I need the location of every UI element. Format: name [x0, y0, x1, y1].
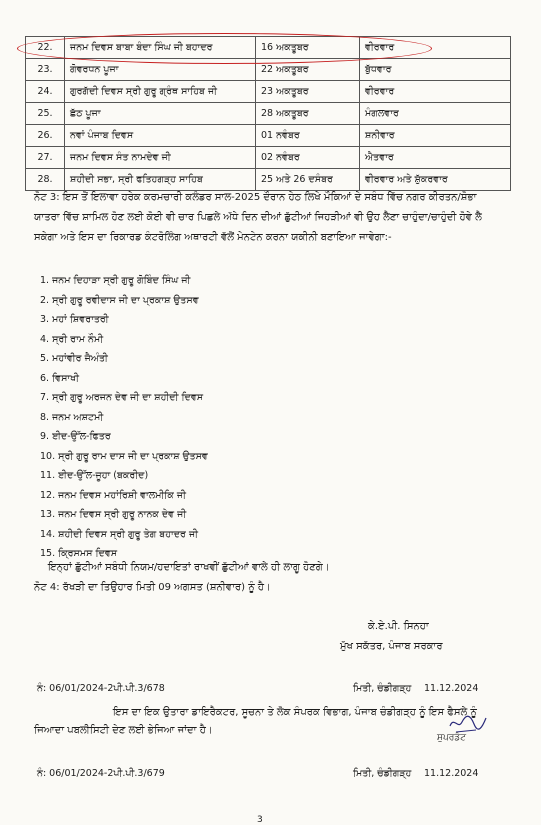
table-row	[26, 37, 511, 59]
table-row	[26, 125, 511, 147]
holiday-date-cell: 25 ਅਤੇ 26 ਦਸੰਬਰ	[256, 169, 360, 191]
list-item: 3. ਮਹਾਂ ਸ਼ਿਵਰਾਤਰੀ	[40, 314, 109, 325]
table-row	[26, 103, 511, 125]
note-4-line: ਨੋਟ 4: ਰੱਖੜੀ ਦਾ ਤਿਉਹਾਰ ਮਿਤੀ 09 ਅਗਸਤ (ਸ਼ਨੀਵਾਰ) ਨੂੰ ਹੈ।	[34, 582, 271, 593]
weekday-cell: ਐਤਵਾਰ	[360, 147, 511, 169]
list-item: 4. ਸ੍ਰੀ ਰਾਮ ਨੌਮੀ	[40, 333, 104, 345]
row-number-cell: 28.	[26, 169, 65, 191]
endorsement-1-ref: ਨੰ: 06/01/2024-2ਪੀ.ਪੀ.3/678	[37, 683, 165, 694]
holiday-name-cell: ਛੱਠ ਪੂਜਾ	[65, 103, 256, 125]
page-number: 3	[257, 815, 263, 825]
weekday-cell: ਵੀਰਵਾਰ	[360, 81, 511, 103]
endorsement-2-place: ਮਿਤੀ, ਚੰਡੀਗੜ੍ਹ	[353, 768, 412, 779]
holiday-date-cell: 28 ਅਕਤੂਬਰ	[256, 103, 360, 125]
holiday-date-cell: 01 ਨਵੰਬਰ	[256, 125, 360, 147]
holiday-name-cell: ਸ਼ਹੀਦੀ ਸਭਾ, ਸ੍ਰੀ ਫਤਿਹਗੜ੍ਹ ਸਾਹਿਬ	[65, 169, 256, 191]
holiday-date-cell: 02 ਨਵੰਬਰ	[256, 147, 360, 169]
table-row	[26, 59, 511, 81]
forwarding-text: ਇਸ ਦਾ ਇਕ ਉਤਾਰਾ ਡਾਇਰੈਕਟਰ, ਸੂਚਨਾ ਤੇ ਲੋਕ ਸੰਪਰਕ ਵਿਭਾਗ, ਪੰਜਾਬ ਚੰਡੀਗੜ੍ਹ ਨੂੰ ਇਸ ਫੈਸਲੇ ਨੂੰ ਜਿਆਦਾ ਪਬਲੀਸਿਟੀ ਦੇਣ ਲਈ ਭੇਜਿਆ ਜਾਂਦਾ ਹੈ।	[34, 707, 477, 736]
list-item: 14. ਸ਼ਹੀਦੀ ਦਿਵਸ ਸ੍ਰੀ ਗੁਰੂ ਤੇਗ ਬਹਾਦਰ ਜੀ	[40, 528, 199, 540]
weekday-cell: ਵੀਰਵਾਰ	[360, 37, 511, 59]
row-number-cell: 23.	[26, 59, 65, 81]
list-item: 15. ਕ੍ਰਿਸਮਸ ਦਿਵਸ	[40, 548, 118, 559]
holiday-table	[25, 36, 511, 191]
superintendent-label: ਸੁਪਰਡੰਟ	[437, 733, 466, 743]
list-item: 7. ਸ੍ਰੀ ਗੁਰੂ ਅਰਜਨ ਦੇਵ ਜੀ ਦਾ ਸ਼ਹੀਦੀ ਦਿਵਸ	[40, 392, 204, 403]
list-item: 10. ਸ੍ਰੀ ਗੁਰੂ ਰਾਮ ਦਾਸ ਜੀ ਦਾ ਪ੍ਰਕਾਸ਼ ਉਤਸਵ	[40, 450, 208, 462]
holiday-name-cell: ਗੁਰਗੱਦੀ ਦਿਵਸ ਸ੍ਰੀ ਗੁਰੂ ਗ੍ਰੰਥ ਸਾਹਿਬ ਜੀ	[65, 81, 256, 103]
holiday-name-cell: ਜਨਮ ਦਿਵਸ ਸੰਤ ਨਾਮਦੇਵ ਜੀ	[65, 147, 256, 169]
row-number-cell: 22.	[26, 37, 65, 59]
list-item: 12. ਜਨਮ ਦਿਵਸ ਮਹਾਂਰਿਸ਼ੀ ਵਾਲਮੀਕਿ ਜੀ	[40, 489, 186, 501]
endorsement-1-date: 11.12.2024	[424, 683, 479, 694]
list-item: 11. ਈਦ-ਉੱਲ-ਜੂਹਾ (ਬਕਰੀਦ)	[40, 470, 149, 481]
procession-holiday-list	[40, 271, 470, 564]
endorsement-2-date: 11.12.2024	[424, 768, 479, 779]
holiday-date-cell: 16 ਅਕਤੂਬਰ	[256, 37, 360, 59]
row-number-cell: 25.	[26, 103, 65, 125]
list-item: 5. ਮਹਾਂਵੀਰ ਜੈਅੰਤੀ	[40, 353, 108, 364]
signatory-name: ਕੇ.ਏ.ਪੀ. ਸਿਨਹਾ	[368, 621, 429, 632]
list-item: 13. ਜਨਮ ਦਿਵਸ ਸ੍ਰੀ ਗੁਰੂ ਨਾਨਕ ਦੇਵ ਜੀ	[40, 509, 187, 520]
weekday-cell: ਬੁੱਧਵਾਰ	[360, 59, 511, 81]
table-row	[26, 147, 511, 169]
weekday-cell: ਮੰਗਲਵਾਰ	[360, 103, 511, 125]
row-number-cell: 27.	[26, 147, 65, 169]
list-item: 6. ਵਿਸਾਖੀ	[40, 372, 80, 384]
list-item: 1. ਜਨਮ ਦਿਹਾੜਾ ਸ੍ਰੀ ਗੁਰੂ ਗੋਬਿੰਦ ਸਿੰਘ ਜੀ	[40, 275, 191, 286]
weekday-cell: ਵੀਰਵਾਰ ਅਤੇ ਸ਼ੁੱਕਰਵਾਰ	[360, 169, 511, 191]
list-item: 9. ਈਦ-ਉੱਲ-ਫਿਤਰ	[40, 431, 111, 442]
holiday-date-cell: 23 ਅਕਤੂਬਰ	[256, 81, 360, 103]
list-item: 8. ਜਨਮ ਅਸ਼ਟਮੀ	[40, 411, 104, 423]
forwarding-paragraph	[34, 704, 504, 740]
holiday-name-cell: ਜਨਮ ਦਿਵਸ ਬਾਬਾ ਬੰਦਾ ਸਿੰਘ ਜੀ ਬਹਾਦਰ	[65, 37, 256, 59]
weekday-cell: ਸ਼ਨੀਵਾਰ	[360, 125, 511, 147]
holiday-name-cell: ਨਵਾਂ ਪੰਜਾਬ ਦਿਵਸ	[65, 125, 256, 147]
holiday-name-cell: ਗੋਵਰਧਨ ਪੂਜਾ	[65, 59, 256, 81]
rules-line: ਇਨ੍ਹਾਂ ਛੁੱਟੀਆਂ ਸਬੰਧੀ ਨਿਯਮ/ਹਦਾਇਤਾਂ ਰਾਖਵੀਂ ਛੁੱਟੀਆਂ ਵਾਲੇ ਹੀ ਲਾਗੂ ਹੋਣਗੇ।	[48, 562, 330, 573]
row-number-cell: 26.	[26, 125, 65, 147]
table-row	[26, 81, 511, 103]
endorsement-1-place: ਮਿਤੀ, ਚੰਡੀਗੜ੍ਹ	[353, 683, 412, 694]
list-item: 2. ਸ੍ਰੀ ਗੁਰੂ ਰਵੀਦਾਸ ਜੀ ਦਾ ਪ੍ਰਕਾਸ਼ ਉਤਸਵ	[40, 294, 199, 306]
signatory-designation: ਮੁੱਖ ਸਕੱਤਰ, ਪੰਜਾਬ ਸਰਕਾਰ	[340, 641, 443, 652]
holiday-date-cell: 22 ਅਕਤੂਬਰ	[256, 59, 360, 81]
row-number-cell: 24.	[26, 81, 65, 103]
note-3-paragraph: ਨੋਟ 3: ਇਸ ਤੋਂ ਇਲਾਵਾ ਹਰੇਕ ਕਰਮਚਾਰੀ ਕਲੰਡਰ ਸਾਲ-2025 ਦੌਰਾਨ ਹੇਠ ਲਿਖੇ ਮੌਕਿਆਂ ਦੇ ਸਬੰਧ ਵਿੱਚ ਨਗਰ ਕੀਰਤਨ/ਸ਼ੋਭਾ ਯਾਤਰਾ ਵਿੱਚ ਸ਼ਾਮਿਲ ਹੋਣ ਲਈ ਕੋਈ ਵੀ ਚਾਰ ਪਿਛਲੇ ਅੱਧੇ ਦਿਨ ਦੀਆਂ ਛੁੱਟੀਆਂ ਜਿਹੜੀਆਂ ਵੀ ਉਹ ਲੈਣਾ ਚਾਹੁੰਦਾ/ਚਾਹੁੰਦੀ ਹੋਵੇ ਲੈ ਸਕੇਗਾ ਅਤੇ ਇਸ ਦਾ ਰਿਕਾਰਡ ਕੰਟਰੋਲਿੰਗ ਅਥਾਰਟੀ ਵੱਲੋਂ ਮੇਨਟੇਨ ਕਰਨਾ ਯਕੀਨੀ ਬਣਾਇਆ ਜਾਵੇਗਾ:-	[34, 192, 482, 243]
endorsement-2-ref: ਨੰ: 06/01/2024-2ਪੀ.ਪੀ.3/679	[37, 768, 165, 779]
